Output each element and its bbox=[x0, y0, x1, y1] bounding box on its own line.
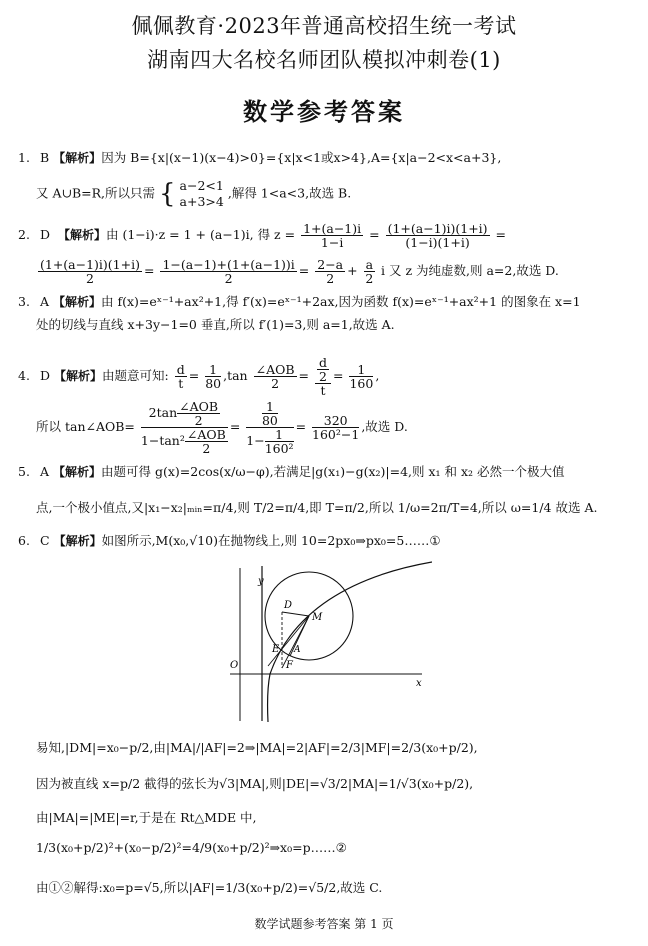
point-a-label: A bbox=[294, 645, 301, 655]
q2-choice: D bbox=[40, 227, 51, 242]
origin-label: O bbox=[230, 660, 239, 671]
q6-line6: 由①②解得:x₀=p=√5,所以|AF|=1/3(x₀+p/2)=√5/2,故选 C. bbox=[36, 880, 383, 895]
x-axis-label: x bbox=[416, 678, 422, 689]
q6-line3: 因为被直线 x=p/2 截得的弦长为√3|MA|,则|DE|=√3/2|MA|=1/√3(x₀+p/2), bbox=[36, 776, 474, 791]
q3-line2: 处的切线与直线 x+3y−1=0 垂直,所以 f′(1)=3,则 a=1,故选 A. bbox=[36, 317, 395, 332]
q6-line1: 6. C 【解析】如图所示,M(x₀,√10)在抛物线上,则 10=2px₀⇒px₀=5……① bbox=[18, 533, 441, 548]
q1-line1: 1. B 【解析】因为 B={x|(x−1)(x−4)>0}={x|x<1或x>4},A={x|a−2<x<a+3}, bbox=[18, 150, 502, 165]
page-title: 数学参考答案 bbox=[243, 98, 405, 126]
q1-line2: 又 A∪B=R,所以只需 { a−2<1 a+3>4 ,解得 1<a<3,故选 B. bbox=[36, 178, 352, 209]
y-axis-label: y bbox=[258, 576, 264, 587]
q6-line2: 易知,|DM|=x₀−p/2,由|MA|/|AF|=2⇒|MA|=2|AF|=2/3|MF|=2/3(x₀+p/2), bbox=[36, 740, 478, 755]
q1-choice: B bbox=[40, 150, 50, 165]
q6-line5: 1/3(x₀+p/2)²+(x₀−p/2)²=4/9(x₀+p/2)²⇒x₀=p……② bbox=[36, 840, 347, 855]
q2-line1: 2. D 【解析】由 (1−i)·z = 1 + (a−1)i, 得 z = $\frac{1+(a-1)i}{1-i}$ = $\frac{(1+(a-1)i)(1+i)}{(1-i)(1+i)}$ = bbox=[18, 221, 507, 250]
q5-line1: 5. A 【解析】由题可得 g(x)=2cos(x/ω−φ),若满足|g(x₁)−g(x₂)|=4,则 x₁ 和 x₂ 必然一个极大值 bbox=[18, 464, 565, 479]
exam-header-line1: 佩佩教育·2023年普通高校招生统一考试 bbox=[131, 14, 517, 38]
q3-line1: 3. A 【解析】由 f(x)=eˣ⁻¹+ax²+1,得 f′(x)=eˣ⁻¹+2ax,因为函数 f(x)=eˣ⁻¹+ax²+1 的图象在 x=1 bbox=[18, 294, 581, 309]
point-e-label: E bbox=[272, 644, 280, 655]
point-f-label: F bbox=[286, 660, 293, 671]
q5-choice: A bbox=[40, 464, 50, 479]
parabola-circle-figure bbox=[222, 556, 432, 724]
q4-line2: 所以 tan∠AOB= 2tan $\frac{\text{∠AOB}}{2}$ 1−tan² $\frac{\text{∠AOB}}{2}$ = $\frac{1}{80}$ 1− $\frac{1}{\text{160²}}$ = $\frac{320}{\text{160²−1}}$ ,故选 D. bbox=[36, 399, 408, 456]
page-footer: 数学试题参考答案 第 1 页 bbox=[254, 917, 394, 931]
analysis-tag: 【解析】 bbox=[53, 151, 102, 165]
q2-line2: $\frac{(1+(a-1)i)(1+i)}{2}$ = $\frac{1-(a-1)+(1+(a-1))i}{2}$ = $\frac{2-a}{2}$ + $\frac{a}{2}$ i 又 z 为纯虚数,则 a=2,故选 D. bbox=[40, 257, 559, 286]
q5-line2: 点,一个极小值点,又|x₁−x₂|ₘᵢₙ=π/4,则 T/2=π/4,即 T=π/2,所以 1/ω=2π/T=4,所以 ω=1/4 故选 A. bbox=[36, 500, 598, 515]
q4-line1: 4. D 【解析】由题意可知: $\frac{d}{t}$ = $\frac{1}{80}$ ,tan $\frac{\text{∠AOB}}{2}$ = $\frac{\frac{d}{2}}{t}$ = $\frac{1}{160}$ , bbox=[18, 355, 380, 398]
q3-choice: A bbox=[40, 294, 50, 309]
q6-line4: 由|MA|=|ME|=r,于是在 Rt△MDE 中, bbox=[36, 810, 257, 825]
exam-header-line2: 湖南四大名校名师团队模拟冲刺卷(1) bbox=[147, 48, 501, 72]
q6-choice: C bbox=[40, 533, 50, 548]
point-d-label: D bbox=[284, 600, 293, 611]
q4-choice: D bbox=[40, 368, 51, 383]
point-m-label: M bbox=[312, 612, 323, 623]
